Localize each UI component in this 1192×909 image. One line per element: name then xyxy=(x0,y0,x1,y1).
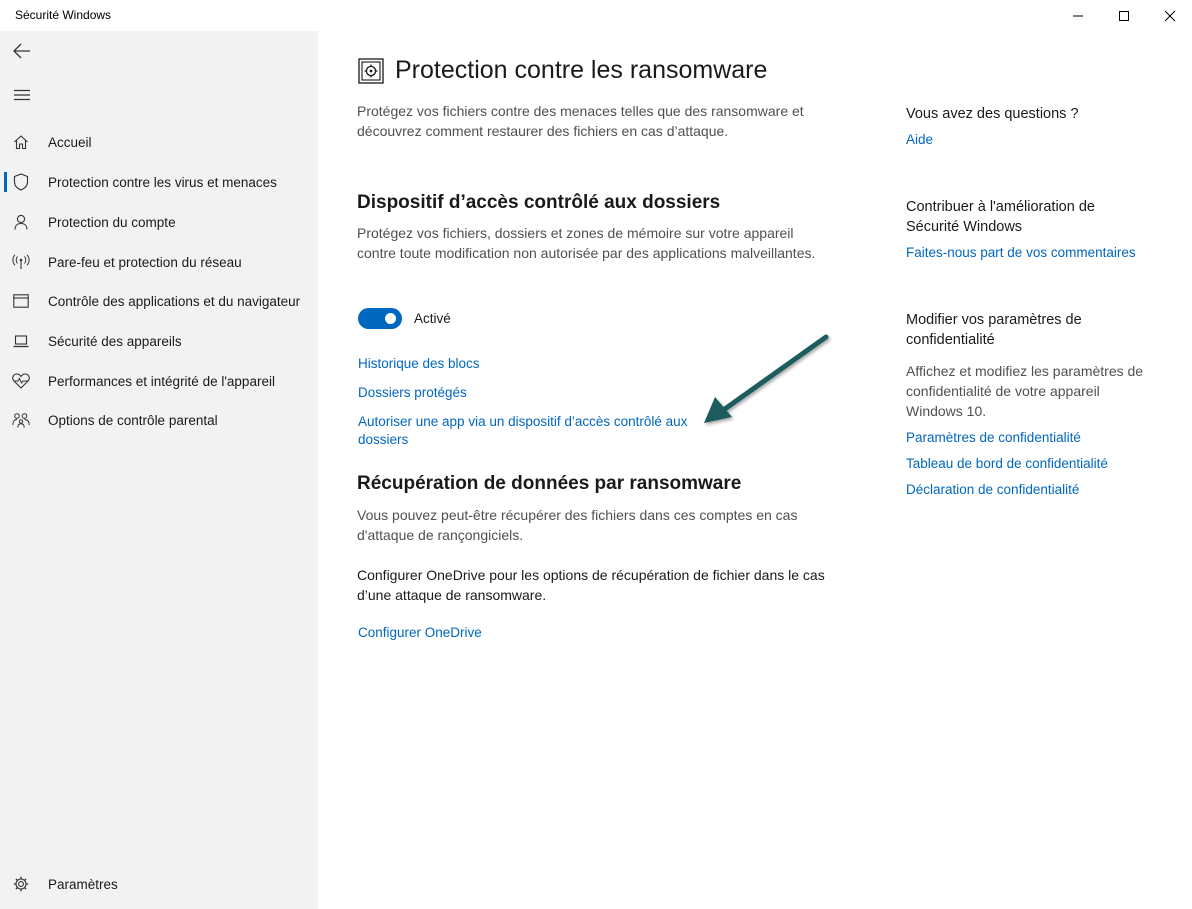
recovery-heading: Récupération de données par ransomware xyxy=(357,473,742,494)
sidebar-item-home[interactable] xyxy=(0,122,318,162)
sidebar-item-label: Protection du compte xyxy=(48,214,176,230)
onedrive-description: Configurer OneDrive pour les options de récupération de fichier dans le cas d’une attaque de ransomware. xyxy=(357,567,825,603)
sidebar-item-label: Sécurité des appareils xyxy=(48,333,182,349)
gear-icon xyxy=(12,875,30,893)
privacy-statement-link[interactable]: Déclaration de confidentialité xyxy=(906,482,1080,497)
cfa-description: Protégez vos fichiers, dossiers et zones de mémoire sur votre appareil contre toute modification non autorisée par des applications malveillantes. xyxy=(357,225,816,261)
toggle-knob xyxy=(385,313,396,324)
close-button[interactable] xyxy=(1147,0,1192,31)
sidebar-item-label: Contrôle des applications et du navigateur xyxy=(48,293,301,309)
sidebar-item-settings[interactable] xyxy=(0,864,318,904)
privacy-dashboard-link[interactable]: Tableau de bord de confidentialité xyxy=(906,456,1108,471)
title-bar xyxy=(0,0,1192,31)
sidebar-item-label: Options de contrôle parental xyxy=(48,412,218,428)
active-indicator xyxy=(4,172,7,192)
sidebar-item-label: Performances et intégrité de l'appareil xyxy=(48,373,275,389)
back-button[interactable] xyxy=(0,31,44,71)
family-icon xyxy=(12,411,30,429)
close-icon xyxy=(1164,10,1176,22)
sidebar-item-firewall[interactable] xyxy=(0,242,318,282)
sidebar-item-label: Pare-feu et protection du réseau xyxy=(48,254,242,270)
app-title: Sécurité Windows xyxy=(15,8,112,22)
minimize-button[interactable] xyxy=(1055,0,1101,31)
privacy-heading: Modifier vos paramètres de confidentialité xyxy=(906,312,1082,348)
cfa-heading: Dispositif d’accès contrôlé aux dossiers xyxy=(357,192,721,213)
home-icon xyxy=(12,133,30,151)
block-history-link[interactable]: Historique des blocs xyxy=(358,356,480,371)
allow-app-link[interactable]: Autoriser une app via un dispositif d’accès contrôlé aux dossiers xyxy=(358,414,688,447)
feedback-link[interactable]: Faites-nous part de vos commentaires xyxy=(906,245,1136,260)
hamburger-icon xyxy=(13,89,31,101)
ransomware-protection-icon xyxy=(358,58,384,84)
annotation-arrow xyxy=(690,325,840,430)
protected-folders-link[interactable]: Dossiers protégés xyxy=(358,385,467,400)
sidebar-item-label: Protection contre les virus et menaces xyxy=(48,174,277,190)
recovery-description: Vous pouvez peut-être récupérer des fichiers dans ces comptes en cas d'attaque de rançongiciels. xyxy=(357,507,798,543)
configure-onedrive-link[interactable]: Configurer OneDrive xyxy=(358,625,482,640)
improve-heading: Contribuer à l'amélioration de Sécurité Windows xyxy=(906,199,1095,235)
menu-button[interactable] xyxy=(0,75,44,115)
sidebar-item-device-performance[interactable] xyxy=(0,361,318,401)
sidebar-item-app-browser[interactable] xyxy=(0,281,318,321)
sidebar-item-label: Accueil xyxy=(48,134,92,150)
maximize-icon xyxy=(1118,10,1130,22)
back-arrow-icon xyxy=(13,43,31,59)
sidebar-item-virus-protection[interactable] xyxy=(0,162,318,202)
cfa-toggle-label: Activé xyxy=(414,311,451,326)
questions-heading: Vous avez des questions ? xyxy=(906,106,1079,122)
maximize-button[interactable] xyxy=(1101,0,1147,31)
wireless-icon xyxy=(12,253,30,271)
privacy-settings-link[interactable]: Paramètres de confidentialité xyxy=(906,430,1081,445)
privacy-description: Affichez et modifiez les paramètres de confidentialité de votre appareil Windows 10. xyxy=(906,363,1144,419)
sidebar-item-account[interactable] xyxy=(0,202,318,242)
minimize-icon xyxy=(1072,10,1084,22)
cfa-toggle[interactable] xyxy=(358,308,402,329)
page-intro: Protégez vos fichiers contre des menaces telles que des ransomware et découvrez comment restaurer des fichiers en cas d’attaque. xyxy=(357,103,804,139)
laptop-icon xyxy=(12,332,30,350)
app-browser-icon xyxy=(12,292,30,310)
help-link[interactable]: Aide xyxy=(906,132,934,147)
page-title: Protection contre les ransomware xyxy=(395,56,768,84)
sidebar-item-device-security[interactable] xyxy=(0,321,318,361)
heart-pulse-icon xyxy=(12,372,30,390)
sidebar xyxy=(0,31,318,909)
person-icon xyxy=(12,213,30,231)
shield-icon xyxy=(12,173,30,191)
sidebar-item-family[interactable] xyxy=(0,400,318,440)
sidebar-item-label: Paramètres xyxy=(48,876,118,892)
